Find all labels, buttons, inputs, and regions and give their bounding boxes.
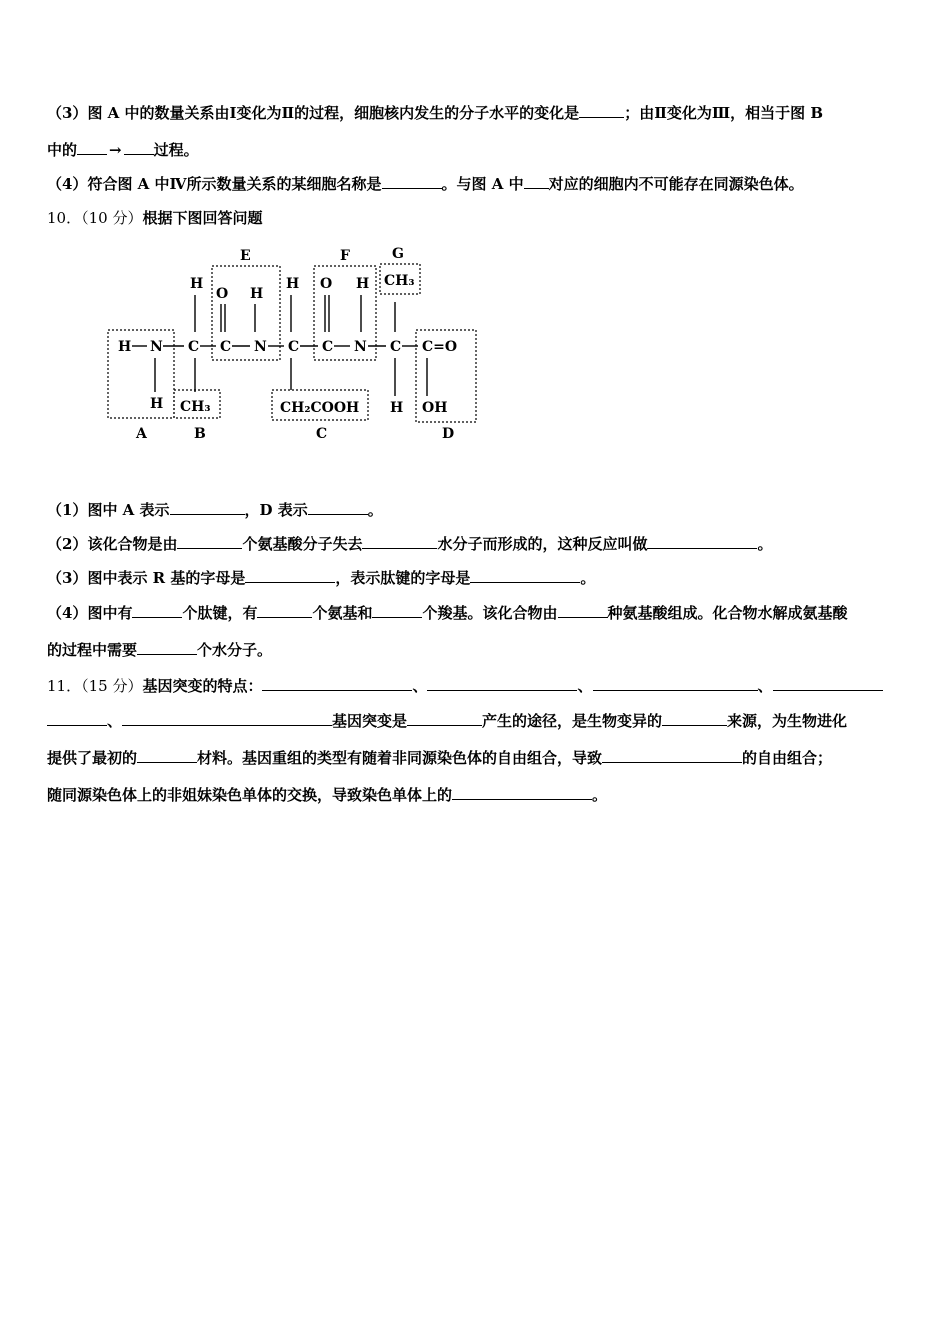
answer-blank[interactable] bbox=[77, 140, 107, 155]
answer-blank[interactable] bbox=[245, 568, 335, 583]
q10-part4-text-b: 个肽键，有 bbox=[182, 604, 258, 622]
answer-blank[interactable] bbox=[773, 676, 883, 691]
q10-header-text: 根据下图回答问题 bbox=[142, 209, 263, 227]
atom-H-top1: H bbox=[190, 276, 204, 292]
q11-line1 bbox=[47, 676, 910, 696]
q10-part4-text-g: 个水分子。 bbox=[197, 641, 273, 659]
answer-blank[interactable] bbox=[124, 140, 154, 155]
atom-N2: N bbox=[254, 339, 267, 355]
q10-header bbox=[47, 208, 910, 228]
answer-blank[interactable] bbox=[257, 603, 312, 618]
q10-score: （10 分） bbox=[81, 209, 143, 227]
q10-part3-text-c: 。 bbox=[580, 569, 596, 587]
answer-blank[interactable] bbox=[177, 534, 242, 549]
q9-part3-line1 bbox=[47, 103, 910, 123]
q9-part4-label: （4） bbox=[47, 175, 88, 193]
q10-part4-text-a: 图中有 bbox=[87, 604, 133, 622]
atom-N3: N bbox=[354, 339, 367, 355]
q9-part4-line bbox=[47, 174, 910, 194]
atom-O-top2: O bbox=[320, 276, 333, 292]
q10-part1-text-b: ，D 表示 bbox=[244, 501, 308, 519]
atom-C2: C bbox=[220, 339, 232, 355]
atom-H-bottom1: H bbox=[150, 396, 164, 412]
q10-part3-line bbox=[47, 568, 910, 588]
q10-part3-label: （3） bbox=[47, 569, 88, 587]
q11-text-h: 随同源染色体上的非姐妹染色单体的交换，导致染色单体上的 bbox=[47, 786, 453, 804]
q10-part2-text-b: 个氨基酸分子失去 bbox=[242, 535, 363, 553]
answer-blank[interactable] bbox=[593, 676, 758, 691]
q10-part4-line1 bbox=[47, 603, 910, 623]
atom-OH: OH bbox=[422, 400, 448, 416]
atom-C5: C bbox=[390, 339, 402, 355]
q11-text-e: 提供了最初的 bbox=[47, 749, 138, 767]
q9-part4-text-b: 。与图 A 中 bbox=[441, 175, 524, 193]
label-G: G bbox=[392, 246, 404, 262]
answer-blank[interactable] bbox=[262, 676, 412, 691]
q11-sep: 、 bbox=[412, 677, 428, 695]
label-F: F bbox=[340, 248, 350, 264]
q10-part2-text-d: 。 bbox=[757, 535, 773, 553]
q10-part2-text-a: 该化合物是由 bbox=[87, 535, 178, 553]
q10-part4-text-e: 种氨基酸组成。化合物水解成氨基酸 bbox=[607, 604, 848, 622]
peptide-structure-diagram bbox=[100, 240, 540, 465]
q11-line4 bbox=[47, 785, 910, 805]
q11-score: （15 分） bbox=[81, 677, 143, 695]
answer-blank[interactable] bbox=[362, 534, 437, 549]
answer-blank[interactable] bbox=[558, 603, 608, 618]
atom-C3: C bbox=[288, 339, 300, 355]
atom-CH2COOH: CH₂COOH bbox=[280, 400, 360, 416]
q9-part3-text-c: 中的 bbox=[47, 141, 78, 159]
q10-part1-label: （1） bbox=[47, 501, 88, 519]
q10-part1-text-c: 。 bbox=[367, 501, 383, 519]
q10-part3-text-b: ，表示肽键的字母是 bbox=[335, 569, 471, 587]
answer-blank[interactable] bbox=[524, 174, 549, 189]
atom-H-bottom2: H bbox=[390, 400, 404, 416]
atom-N1: N bbox=[150, 339, 163, 355]
q11-text-i: 。 bbox=[592, 786, 608, 804]
q11-text-d: 来源，为生物进化 bbox=[727, 712, 848, 730]
q10-part2-label: （2） bbox=[47, 535, 88, 553]
q10-part4-line2 bbox=[47, 640, 910, 660]
atom-H-left: H bbox=[118, 339, 132, 355]
atom-CH3-top: CH₃ bbox=[384, 273, 415, 289]
q10-part2-text-c: 水分子而形成的，这种反应叫做 bbox=[437, 535, 648, 553]
q11-text-f: 材料。基因重组的类型有随着非同源染色体的自由组合，导致 bbox=[197, 749, 603, 767]
atom-O-top1: O bbox=[216, 286, 229, 302]
q11-text-c: 产生的途径，是生物变异的 bbox=[482, 712, 663, 730]
label-D: D bbox=[442, 426, 455, 442]
atom-C1: C bbox=[188, 339, 200, 355]
q9-part3-line2 bbox=[47, 140, 910, 160]
answer-blank[interactable] bbox=[137, 748, 197, 763]
answer-blank[interactable] bbox=[647, 534, 757, 549]
atom-H-top2: H bbox=[250, 286, 264, 302]
answer-blank[interactable] bbox=[170, 500, 245, 515]
q10-part3-text-a: 图中表示 R 基的字母是 bbox=[87, 569, 246, 587]
answer-blank[interactable] bbox=[137, 640, 197, 655]
label-B: B bbox=[194, 426, 206, 442]
q10-part1-line bbox=[47, 500, 910, 520]
q11-sep: 、 bbox=[577, 677, 593, 695]
atom-C4: C bbox=[322, 339, 334, 355]
q9-part3-label: （3） bbox=[47, 104, 88, 122]
answer-blank[interactable] bbox=[602, 748, 742, 763]
q10-part4-text-d: 个羧基。该化合物由 bbox=[422, 604, 558, 622]
q9-part3-text-b: ；由Ⅱ变化为Ⅲ，相当于图 B bbox=[624, 104, 823, 122]
answer-blank[interactable] bbox=[452, 785, 592, 800]
answer-blank[interactable] bbox=[579, 103, 624, 118]
label-A: A bbox=[136, 426, 147, 442]
q10-part4-label: （4） bbox=[47, 604, 88, 622]
arrow-icon: → bbox=[109, 141, 122, 159]
q9-part4-text-c: 对应的细胞内不可能存在同源染色体。 bbox=[548, 175, 804, 193]
answer-blank[interactable] bbox=[382, 174, 442, 189]
atom-H-top4: H bbox=[356, 276, 370, 292]
q10-part4-text-f: 的过程中需要 bbox=[47, 641, 138, 659]
atom-C-double-O: C=O bbox=[422, 339, 458, 355]
q10-number: 10． bbox=[47, 209, 82, 227]
q10-part4-text-c: 个氨基和 bbox=[312, 604, 373, 622]
q11-text-b: 基因突变是 bbox=[332, 712, 408, 730]
answer-blank[interactable] bbox=[407, 711, 482, 726]
q11-line3 bbox=[47, 748, 910, 768]
answer-blank[interactable] bbox=[132, 603, 182, 618]
answer-blank[interactable] bbox=[372, 603, 422, 618]
answer-blank[interactable] bbox=[427, 676, 577, 691]
q9-part4-text-a: 符合图 A 中Ⅳ所示数量关系的某细胞名称是 bbox=[87, 175, 382, 193]
label-E: E bbox=[240, 248, 251, 264]
q10-part1-text-a: 图中 A 表示 bbox=[87, 501, 170, 519]
q11-line2 bbox=[47, 711, 910, 731]
answer-blank[interactable] bbox=[308, 500, 368, 515]
q11-number: 11． bbox=[47, 677, 82, 695]
q9-part3-text-d: 过程。 bbox=[153, 141, 199, 159]
answer-blank[interactable] bbox=[47, 711, 107, 726]
label-C: C bbox=[316, 426, 328, 442]
atom-CH3-bottom: CH₃ bbox=[180, 399, 211, 415]
q10-part2-line bbox=[47, 534, 910, 554]
q11-sep: 、 bbox=[107, 712, 123, 730]
atom-H-top3: H bbox=[286, 276, 300, 292]
answer-blank[interactable] bbox=[470, 568, 580, 583]
q9-part3-text-a: 图 A 中的数量关系由Ⅰ变化为Ⅱ的过程，细胞核内发生的分子水平的变化是 bbox=[87, 104, 580, 122]
q11-text-a: 基因突变的特点： bbox=[142, 677, 263, 695]
q11-text-g: 的自由组合； bbox=[742, 749, 833, 767]
q11-sep: 、 bbox=[757, 677, 773, 695]
answer-blank[interactable] bbox=[122, 711, 332, 726]
answer-blank[interactable] bbox=[662, 711, 727, 726]
